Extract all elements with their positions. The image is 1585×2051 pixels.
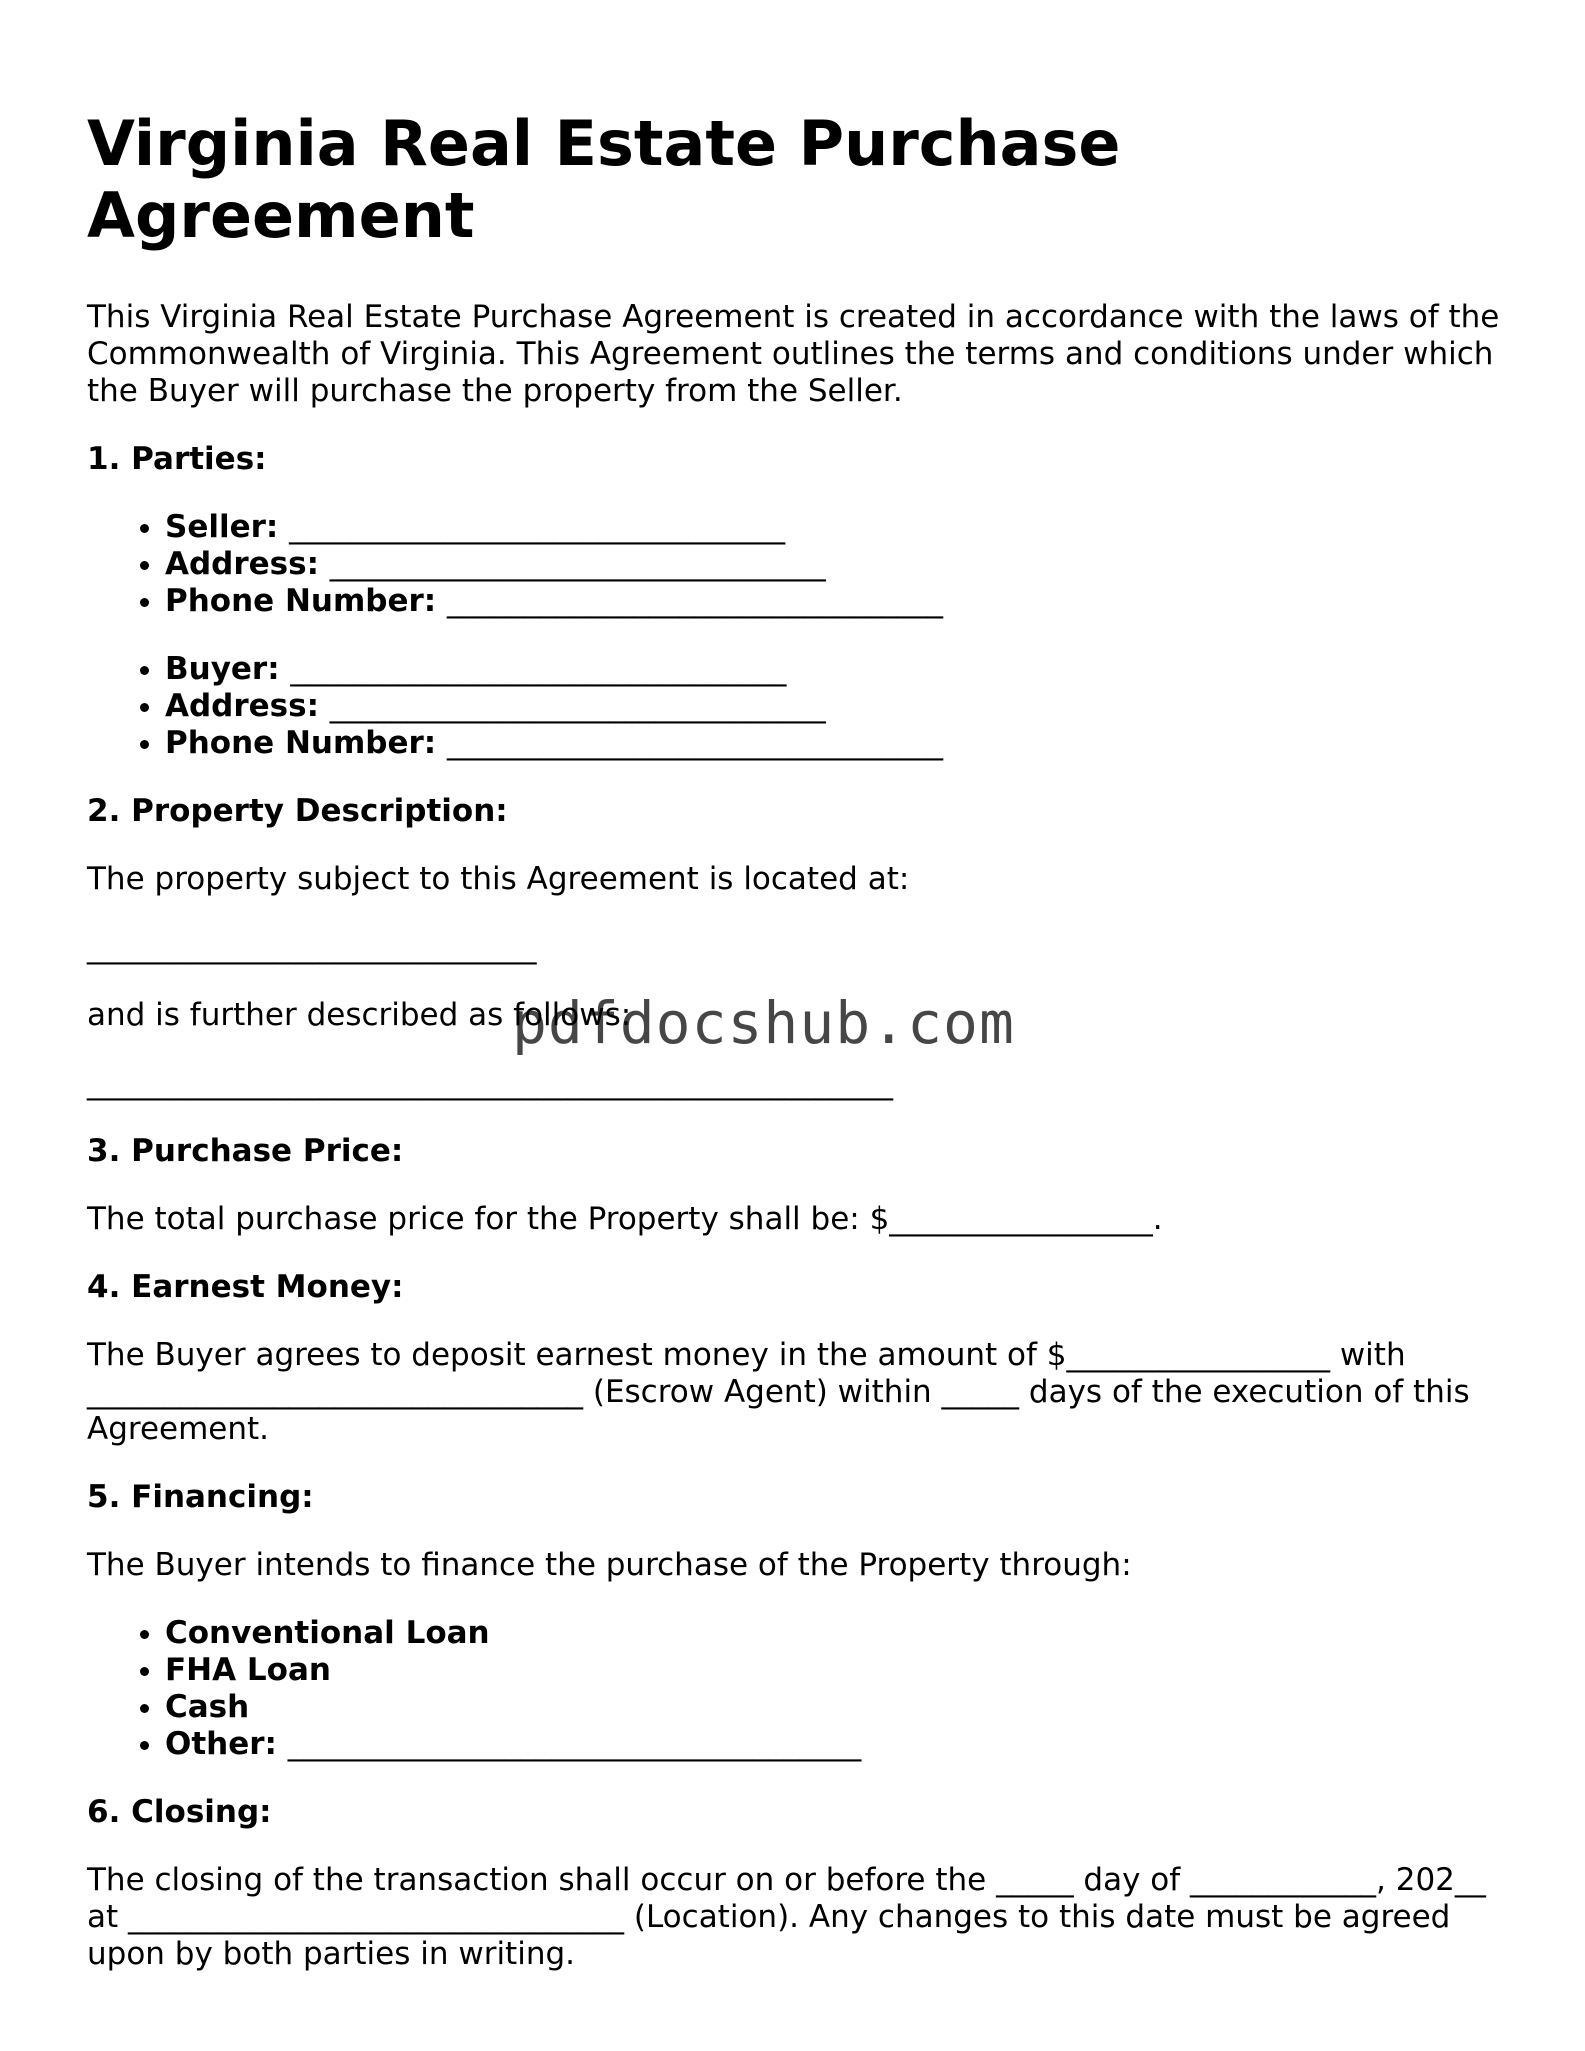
section-heading-financing: 5. Financing:: [87, 1479, 314, 1515]
financing-option: • Cash: [165, 1689, 1507, 1726]
section-heading-earnest: 4. Earnest Money:: [87, 1269, 404, 1305]
property-further-text: and is further described as follows:: [87, 997, 632, 1033]
seller-phone-blank: ________________________________: [447, 583, 943, 619]
financing-option-other: • Other: _____________________________________: [165, 1726, 1507, 1763]
section-heading-parties: 1. Parties:: [87, 441, 267, 477]
financing-options-list: [87, 1615, 1507, 1763]
buyer-name-item: • Buyer: ________________________________: [165, 651, 1507, 688]
buyer-phone-item: • Phone Number: ________________________________: [165, 725, 1507, 762]
seller-name-blank: ________________________________: [289, 509, 786, 545]
section-heading-price: 3. Purchase Price:: [87, 1133, 404, 1169]
financing-option: • Conventional Loan: [165, 1615, 1507, 1652]
closing-text: The closing of the transaction shall occur on or before the _____ day of ____________, 202__ at ________________________________ (Location). Any changes to this date must be agreed upon by both parties in writing.: [87, 1862, 1486, 1972]
financing-text: The Buyer intends to finance the purchase of the Property through:: [87, 1547, 1132, 1583]
buyer-address-item: • Address: ________________________________: [165, 688, 1507, 725]
property-located-text: The property subject to this Agreement is located at:: [87, 861, 910, 897]
property-description-blank: ____________________________________________________: [87, 1065, 893, 1101]
seller-name-item: • Seller: ________________________________: [165, 509, 1507, 546]
property-location-blank: _____________________________: [87, 929, 537, 965]
page-title: Virginia Real Estate Purchase Agreement: [87, 107, 1121, 252]
price-text: The total purchase price for the Property shall be: $_________________.: [87, 1201, 1163, 1237]
intro-paragraph: This Virginia Real Estate Purchase Agreement is created in accordance with the laws of the Commonwealth of Virginia. This Agreement outlines the terms and conditions under which the Buyer will purchase the property from the Seller.: [87, 299, 1500, 409]
seller-address-blank: ________________________________: [329, 546, 826, 582]
watermark: pdfdocshub.com: [512, 989, 1015, 1057]
seller-address-item: • Address: ________________________________: [165, 546, 1507, 583]
financing-other-blank: _____________________________________: [287, 1726, 862, 1762]
buyer-name-blank: ________________________________: [290, 651, 787, 687]
financing-option: • FHA Loan: [165, 1652, 1507, 1689]
buyer-address-blank: ________________________________: [329, 688, 826, 724]
seller-list: [87, 509, 1507, 620]
earnest-text: The Buyer agrees to deposit earnest money in the amount of $_________________ with ________________________________ (Escrow Agent) within _____ days of the execution of this Agreement.: [87, 1337, 1470, 1447]
buyer-phone-blank: ________________________________: [447, 725, 943, 761]
section-heading-property: 2. Property Description:: [87, 793, 508, 829]
seller-phone-item: • Phone Number: ________________________________: [165, 583, 1507, 620]
buyer-list: [87, 651, 1507, 762]
section-heading-closing: 6. Closing:: [87, 1794, 272, 1830]
